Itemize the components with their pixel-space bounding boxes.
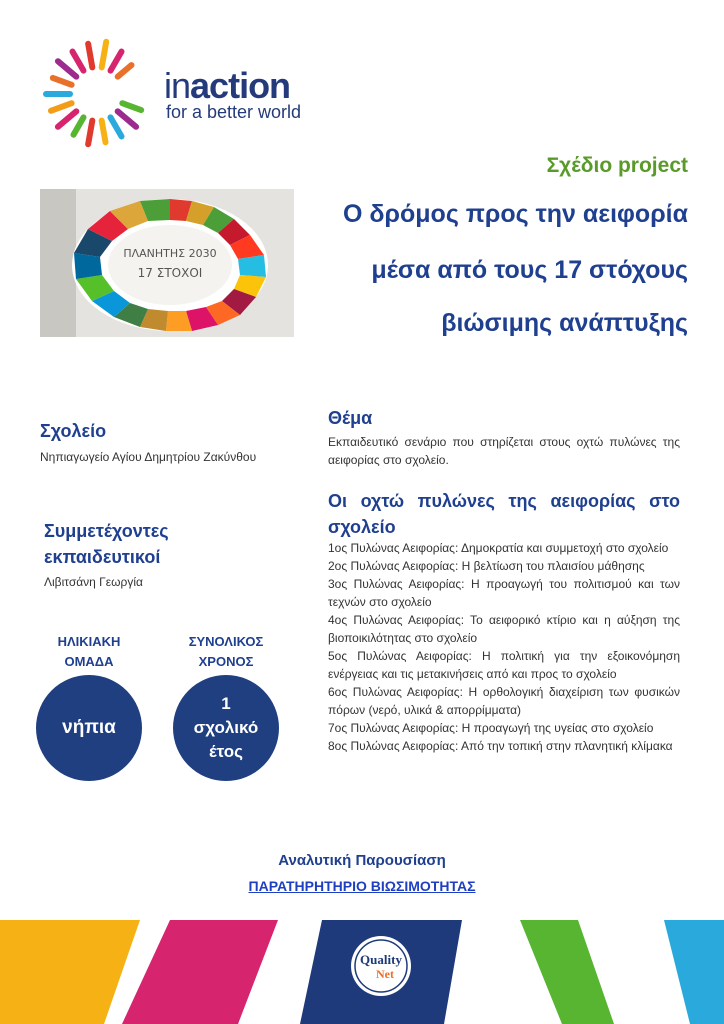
presentation-heading: Αναλυτική Παρουσίαση (278, 852, 446, 869)
teachers-heading-line1: Συμμετέχοντες (44, 521, 169, 541)
logo-word-action: action (190, 65, 291, 106)
theme-heading: Θέμα (328, 408, 373, 428)
pillar-item: 5ος Πυλώνας Αειφορίας: Η πολιτική για την εξοικονόμηση ενέργειας και τις μετακινήσεις από και προς το σχολείο (328, 649, 680, 681)
stripe-magenta (122, 920, 278, 1024)
pillars-heading: Οι οχτώ πυλώνες της αειφορίας στο σχολείο (328, 491, 680, 537)
footer-stripes (0, 916, 724, 1024)
observatory-link[interactable]: ΠΑΡΑΤΗΡΗΤΗΡΙΟ ΒΙΩΣΙΜΟΤΗΤΑΣ (248, 878, 476, 894)
sdg-wheel-drawing (40, 189, 294, 337)
pillar-item: 7ος Πυλώνας Αειφορίας: Η προαγωγή της υγείας στο σχολείο (328, 721, 654, 735)
age-group-label-line1: ΗΛΙΚΙΑΚΗ (57, 634, 121, 649)
pillar-item: 8ος Πυλώνας Αειφορίας: Από την τοπική στην πλανητική κλίμακα (328, 739, 673, 753)
duration-circle (173, 675, 279, 781)
title-line-1: Ο δρόμος προς την αειφορία (342, 200, 688, 228)
pillars-list (328, 539, 680, 755)
pillar-item: 6ος Πυλώνας Αειφορίας: Η ορθολογική διαχείριση των φυσικών πόρων (νερό, υλικά & απορρίμματα) (328, 685, 680, 717)
title-line-2: μέσα από τους 17 στόχους (371, 256, 688, 284)
duration-value-line1: 1 (221, 694, 231, 713)
duration-value-line3: έτος (208, 742, 243, 761)
school-heading: Σχολείο (40, 421, 107, 441)
age-group-circle (36, 675, 142, 781)
badge-text-net: Net (376, 967, 394, 981)
pillar-item: 4ος Πυλώνας Αειφορίας: Το αειφορικό κτίριο και η αύξηση της βιοποικιλότητας στο σχολείο (328, 613, 680, 645)
project-photo (40, 189, 294, 337)
pillar-item: 1ος Πυλώνας Αειφορίας: Δημοκρατία και συμμετοχή στο σχολείο (328, 541, 669, 555)
duration-label-line1: ΣΥΝΟΛΙΚΟΣ (188, 634, 264, 649)
pillar-item: 3ος Πυλώνας Αειφορίας: Η προαγωγή του πολιτισμού και των τεχνών στο σχολείο (328, 577, 680, 609)
age-group-label (36, 632, 142, 672)
badge-text-quality: Quality (360, 952, 402, 967)
teacher-name: Λιβιτσάνη Γεωργία (44, 575, 143, 589)
school-name: Νηπιαγωγείο Αγίου Δημητρίου Ζακύνθου (40, 450, 257, 464)
duration-value-line2: σχολικό (193, 718, 259, 737)
teachers-heading-line2: εκπαιδευτικοί (44, 547, 161, 567)
document-kind: Σχέδιο project (546, 154, 688, 177)
theme-text: Εκπαιδευτικό σενάριο που στηρίζεται στους οχτώ πυλώνες της αειφορίας στο σχολείο. (328, 435, 680, 467)
stripe-sky (664, 920, 724, 1024)
logo-word-in: in (164, 65, 191, 106)
observatory-link-row (0, 878, 724, 896)
age-group-value: νήπια (62, 717, 116, 738)
photo-caption-line2: 17 ΣΤΟΧΟΙ (137, 266, 203, 280)
duration-label-line2: ΧΡΟΝΟΣ (198, 654, 254, 669)
duration-label (170, 632, 282, 672)
title-line-3: βιώσιμης ανάπτυξης (441, 309, 688, 337)
stripe-green (520, 920, 614, 1024)
photo-caption-line1: ΠΛΑΝΗΤΗΣ 2030 (123, 247, 217, 260)
pillar-item: 2ος Πυλώνας Αειφορίας: Η βελτίωση του πλαισίου μάθησης (328, 559, 645, 573)
logo-tagline: for a better world (166, 102, 302, 122)
logo-sunburst-icon (38, 36, 156, 148)
age-group-label-line2: ΟΜΑΔΑ (64, 654, 114, 669)
stripe-yellow (0, 920, 140, 1024)
logo-wordmark (164, 66, 290, 106)
